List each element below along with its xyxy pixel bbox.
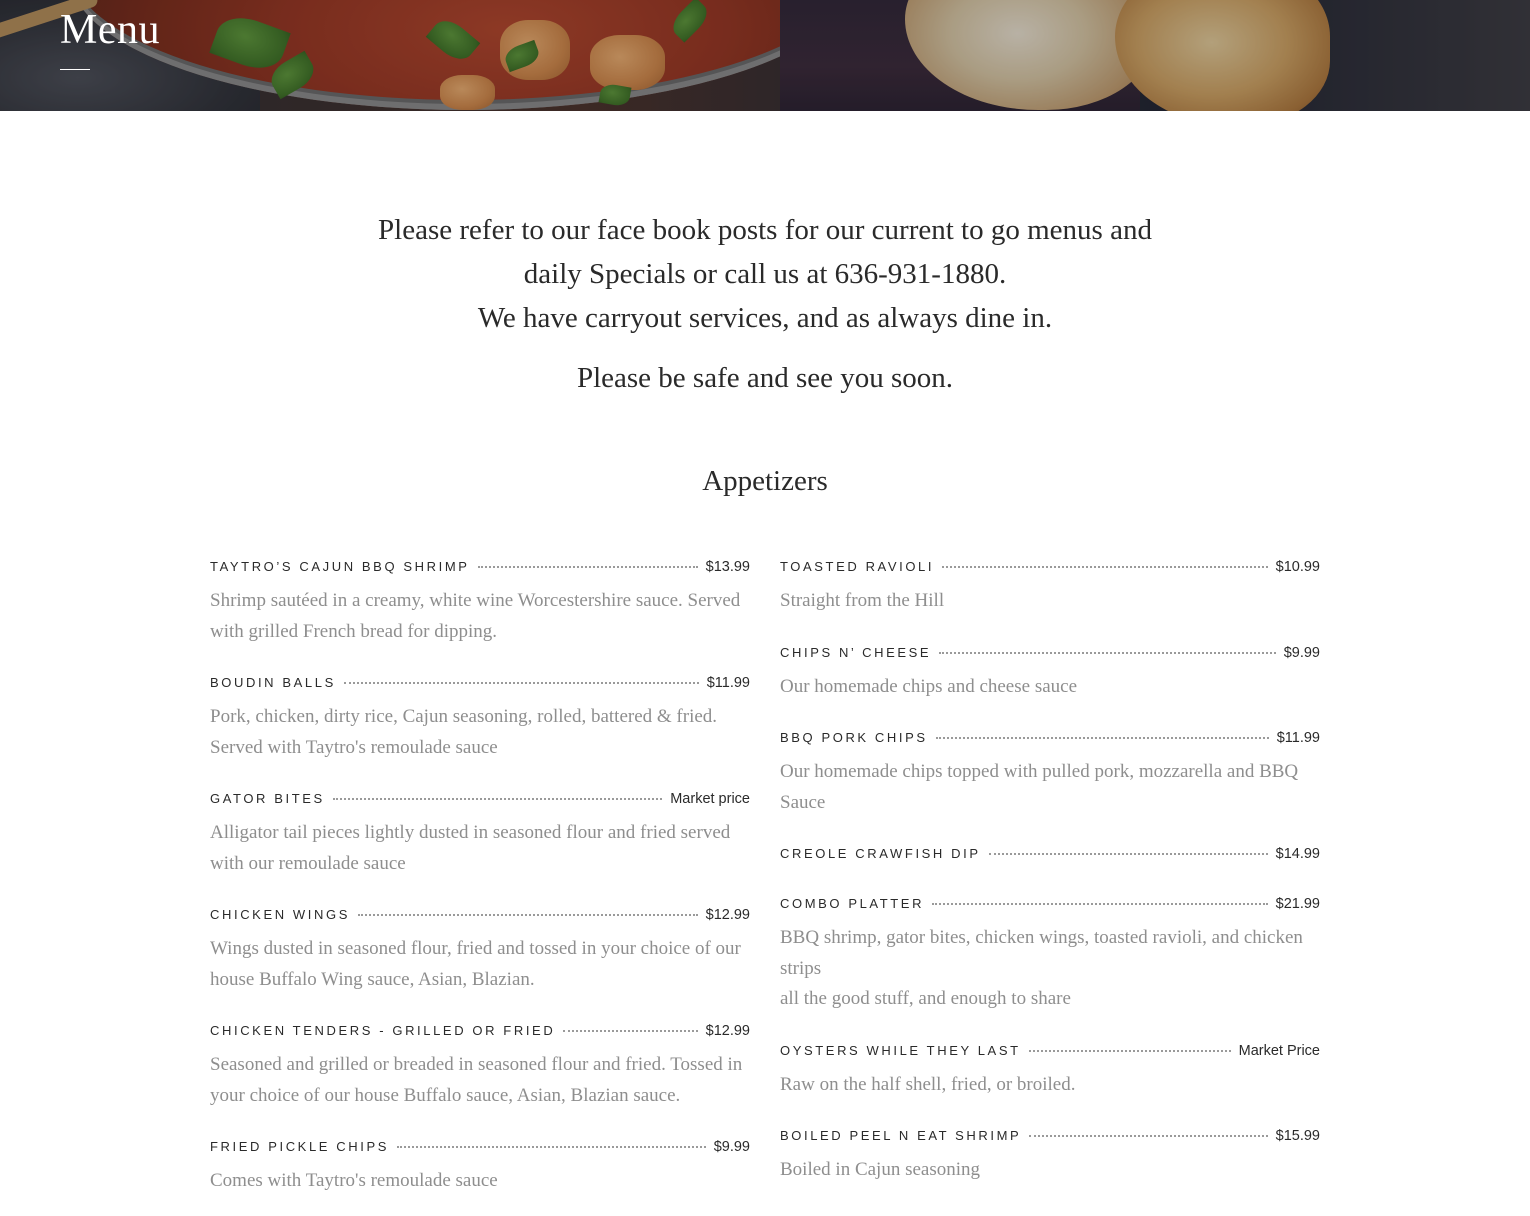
menu-item bbox=[780, 1128, 1320, 1186]
menu-item-header bbox=[780, 846, 1320, 868]
menu-item bbox=[780, 559, 1320, 617]
menu-item bbox=[210, 1139, 750, 1197]
menu-item-description-line: Our homemade chips topped with pulled pork, mozzarella and BBQ Sauce bbox=[780, 761, 1299, 813]
menu-item-name: BOUDIN BALLS bbox=[210, 675, 336, 690]
menu-item-description bbox=[780, 1155, 1320, 1186]
menu-item-header bbox=[780, 559, 1320, 581]
menu-item-header bbox=[780, 645, 1320, 667]
menu-item-price: $9.99 bbox=[713, 1139, 750, 1155]
menu-item-description-line: Boiled in Cajun seasoning bbox=[780, 1159, 981, 1180]
menu-column-left bbox=[210, 559, 750, 1216]
menu-item bbox=[210, 907, 750, 995]
menu-item bbox=[780, 896, 1320, 1015]
menu-item-description-line: Raw on the half shell, fried, or broiled. bbox=[780, 1073, 1076, 1095]
menu-item-header bbox=[210, 675, 750, 697]
dotted-leader bbox=[932, 902, 1268, 905]
menu-item-description bbox=[780, 586, 1320, 617]
menu-item-description-line: BBQ shrimp, gator bites, chicken wings, toasted ravioli, and chicken strips bbox=[780, 927, 1303, 979]
menu-item-header bbox=[210, 791, 750, 813]
menu-item-header bbox=[210, 907, 750, 929]
title-underline bbox=[60, 69, 90, 70]
hero-banner bbox=[0, 0, 1530, 111]
dotted-leader bbox=[936, 736, 1269, 739]
dotted-leader bbox=[344, 681, 699, 684]
menu-item bbox=[210, 1023, 750, 1111]
menu-item bbox=[780, 846, 1320, 868]
menu-item-description bbox=[210, 1050, 750, 1111]
menu-item-description-line: Alligator tail pieces lightly dusted in seasoned flour and fried served with our remoulade sauce bbox=[210, 822, 731, 874]
menu-item-description bbox=[780, 757, 1320, 818]
menu-item-description bbox=[210, 586, 750, 647]
menu-item-price: $11.99 bbox=[706, 675, 750, 691]
menu-item-description-line: Pork, chicken, dirty rice, Cajun seasoning, rolled, battered & fried. Served with Taytro's remoulade sauce bbox=[210, 706, 718, 758]
menu-item-description-line: Straight from the Hill bbox=[780, 590, 945, 611]
dotted-leader bbox=[358, 913, 698, 916]
menu-item-description bbox=[780, 672, 1320, 703]
menu-list-left bbox=[210, 559, 750, 1197]
dotted-leader bbox=[989, 852, 1268, 855]
menu-item-price: $21.99 bbox=[1275, 896, 1320, 912]
menu-item-description bbox=[780, 1070, 1320, 1101]
menu-item bbox=[780, 730, 1320, 818]
menu-item-description bbox=[210, 818, 750, 879]
menu-item-description bbox=[210, 934, 750, 995]
dotted-leader bbox=[1029, 1134, 1267, 1137]
intro-line-1: Please refer to our face book posts for our current to go menus and daily Specials or call us at 636-931-1880. bbox=[378, 214, 1152, 290]
menu-item-header bbox=[780, 730, 1320, 752]
menu-item-description-line: all the good stuff, and enough to share bbox=[780, 988, 1071, 1009]
menu-item-name: OYSTERS WHILE THEY LAST bbox=[780, 1042, 1021, 1058]
dotted-leader bbox=[478, 565, 698, 568]
menu-list-right bbox=[780, 559, 1320, 1186]
menu-item-price: $15.99 bbox=[1275, 1128, 1320, 1144]
menu-item-price: $9.99 bbox=[1283, 644, 1320, 661]
menu-item-description-line: Shrimp sautéed in a creamy, white wine Worcestershire sauce. Served with grilled French bread for dipping. bbox=[210, 590, 741, 642]
menu-item-name: CHICKEN TENDERS - GRILLED OR FRIED bbox=[210, 1023, 556, 1038]
dotted-leader bbox=[563, 1029, 697, 1032]
section-heading-appetizers: Appetizers bbox=[702, 465, 828, 497]
menu-item bbox=[780, 645, 1320, 703]
menu-item-price: $12.99 bbox=[705, 1023, 750, 1039]
menu-item-price: $11.99 bbox=[1276, 730, 1320, 746]
menu-item-header bbox=[210, 1139, 750, 1161]
menu-item-name: CHICKEN WINGS bbox=[210, 907, 350, 922]
menu-item-price: $12.99 bbox=[705, 907, 750, 923]
menu-item-name: CREOLE CRAWFISH DIP bbox=[780, 846, 981, 861]
menu-column-right bbox=[780, 559, 1320, 1214]
menu-item-description-line: Our homemade chips and cheese sauce bbox=[780, 675, 1078, 697]
menu-item-header bbox=[780, 896, 1320, 918]
menu-item-name: TAYTRO’S CAJUN BBQ SHRIMP bbox=[210, 559, 470, 574]
dotted-leader bbox=[939, 651, 1275, 654]
menu-item-name: BOILED PEEL N EAT SHRIMP bbox=[780, 1128, 1022, 1143]
menu-item-price: $10.99 bbox=[1275, 559, 1320, 575]
menu-item-description-line: Seasoned and grilled or breaded in seasoned flour and fried. Tossed in your choice of our house Buffalo sauce, Asian, Blazian sauce. bbox=[210, 1054, 743, 1106]
intro-line-3: Please be safe and see you soon. bbox=[576, 362, 954, 394]
menu-item-description bbox=[210, 1166, 750, 1197]
menu-item-description-line: Wings dusted in seasoned flour, fried and tossed in your choice of our house Buffalo Wing sauce, Asian, Blazian. bbox=[210, 938, 741, 990]
page-title: Menu bbox=[60, 7, 160, 53]
dotted-leader bbox=[1029, 1049, 1231, 1052]
menu-item-price: $14.99 bbox=[1275, 846, 1320, 862]
menu-item-description-line: Comes with Taytro's remoulade sauce bbox=[210, 1170, 498, 1191]
intro-notice bbox=[365, 208, 1165, 400]
menu-item-header bbox=[780, 1043, 1320, 1065]
menu-item bbox=[210, 791, 750, 879]
menu-item-description bbox=[780, 923, 1320, 1015]
menu-item-name: GATOR BITES bbox=[210, 791, 325, 806]
menu-item bbox=[210, 675, 750, 763]
hero-overlay bbox=[0, 0, 1530, 111]
menu-item-name: TOASTED RAVIOLI bbox=[780, 559, 935, 574]
menu-item-price: Market Price bbox=[1238, 1042, 1320, 1059]
dotted-leader bbox=[942, 565, 1268, 568]
menu-item-name: BBQ PORK CHIPS bbox=[780, 730, 928, 745]
menu-item bbox=[210, 559, 750, 647]
menu-item-price: Market price bbox=[670, 791, 750, 807]
intro-line-2: We have carryout services, and as always dine in. bbox=[477, 302, 1053, 334]
menu-item-name: FRIED PICKLE CHIPS bbox=[210, 1139, 389, 1154]
menu-item-name: CHIPS N’ CHEESE bbox=[780, 644, 932, 660]
dotted-leader bbox=[397, 1145, 706, 1148]
menu-item-description bbox=[210, 702, 750, 763]
dotted-leader bbox=[333, 797, 662, 800]
menu-item-price: $13.99 bbox=[705, 559, 750, 575]
menu-item-header bbox=[780, 1128, 1320, 1150]
menu-item-header bbox=[210, 559, 750, 581]
menu-item-header bbox=[210, 1023, 750, 1045]
menu-item-name: COMBO PLATTER bbox=[780, 896, 925, 911]
menu-item bbox=[780, 1043, 1320, 1101]
